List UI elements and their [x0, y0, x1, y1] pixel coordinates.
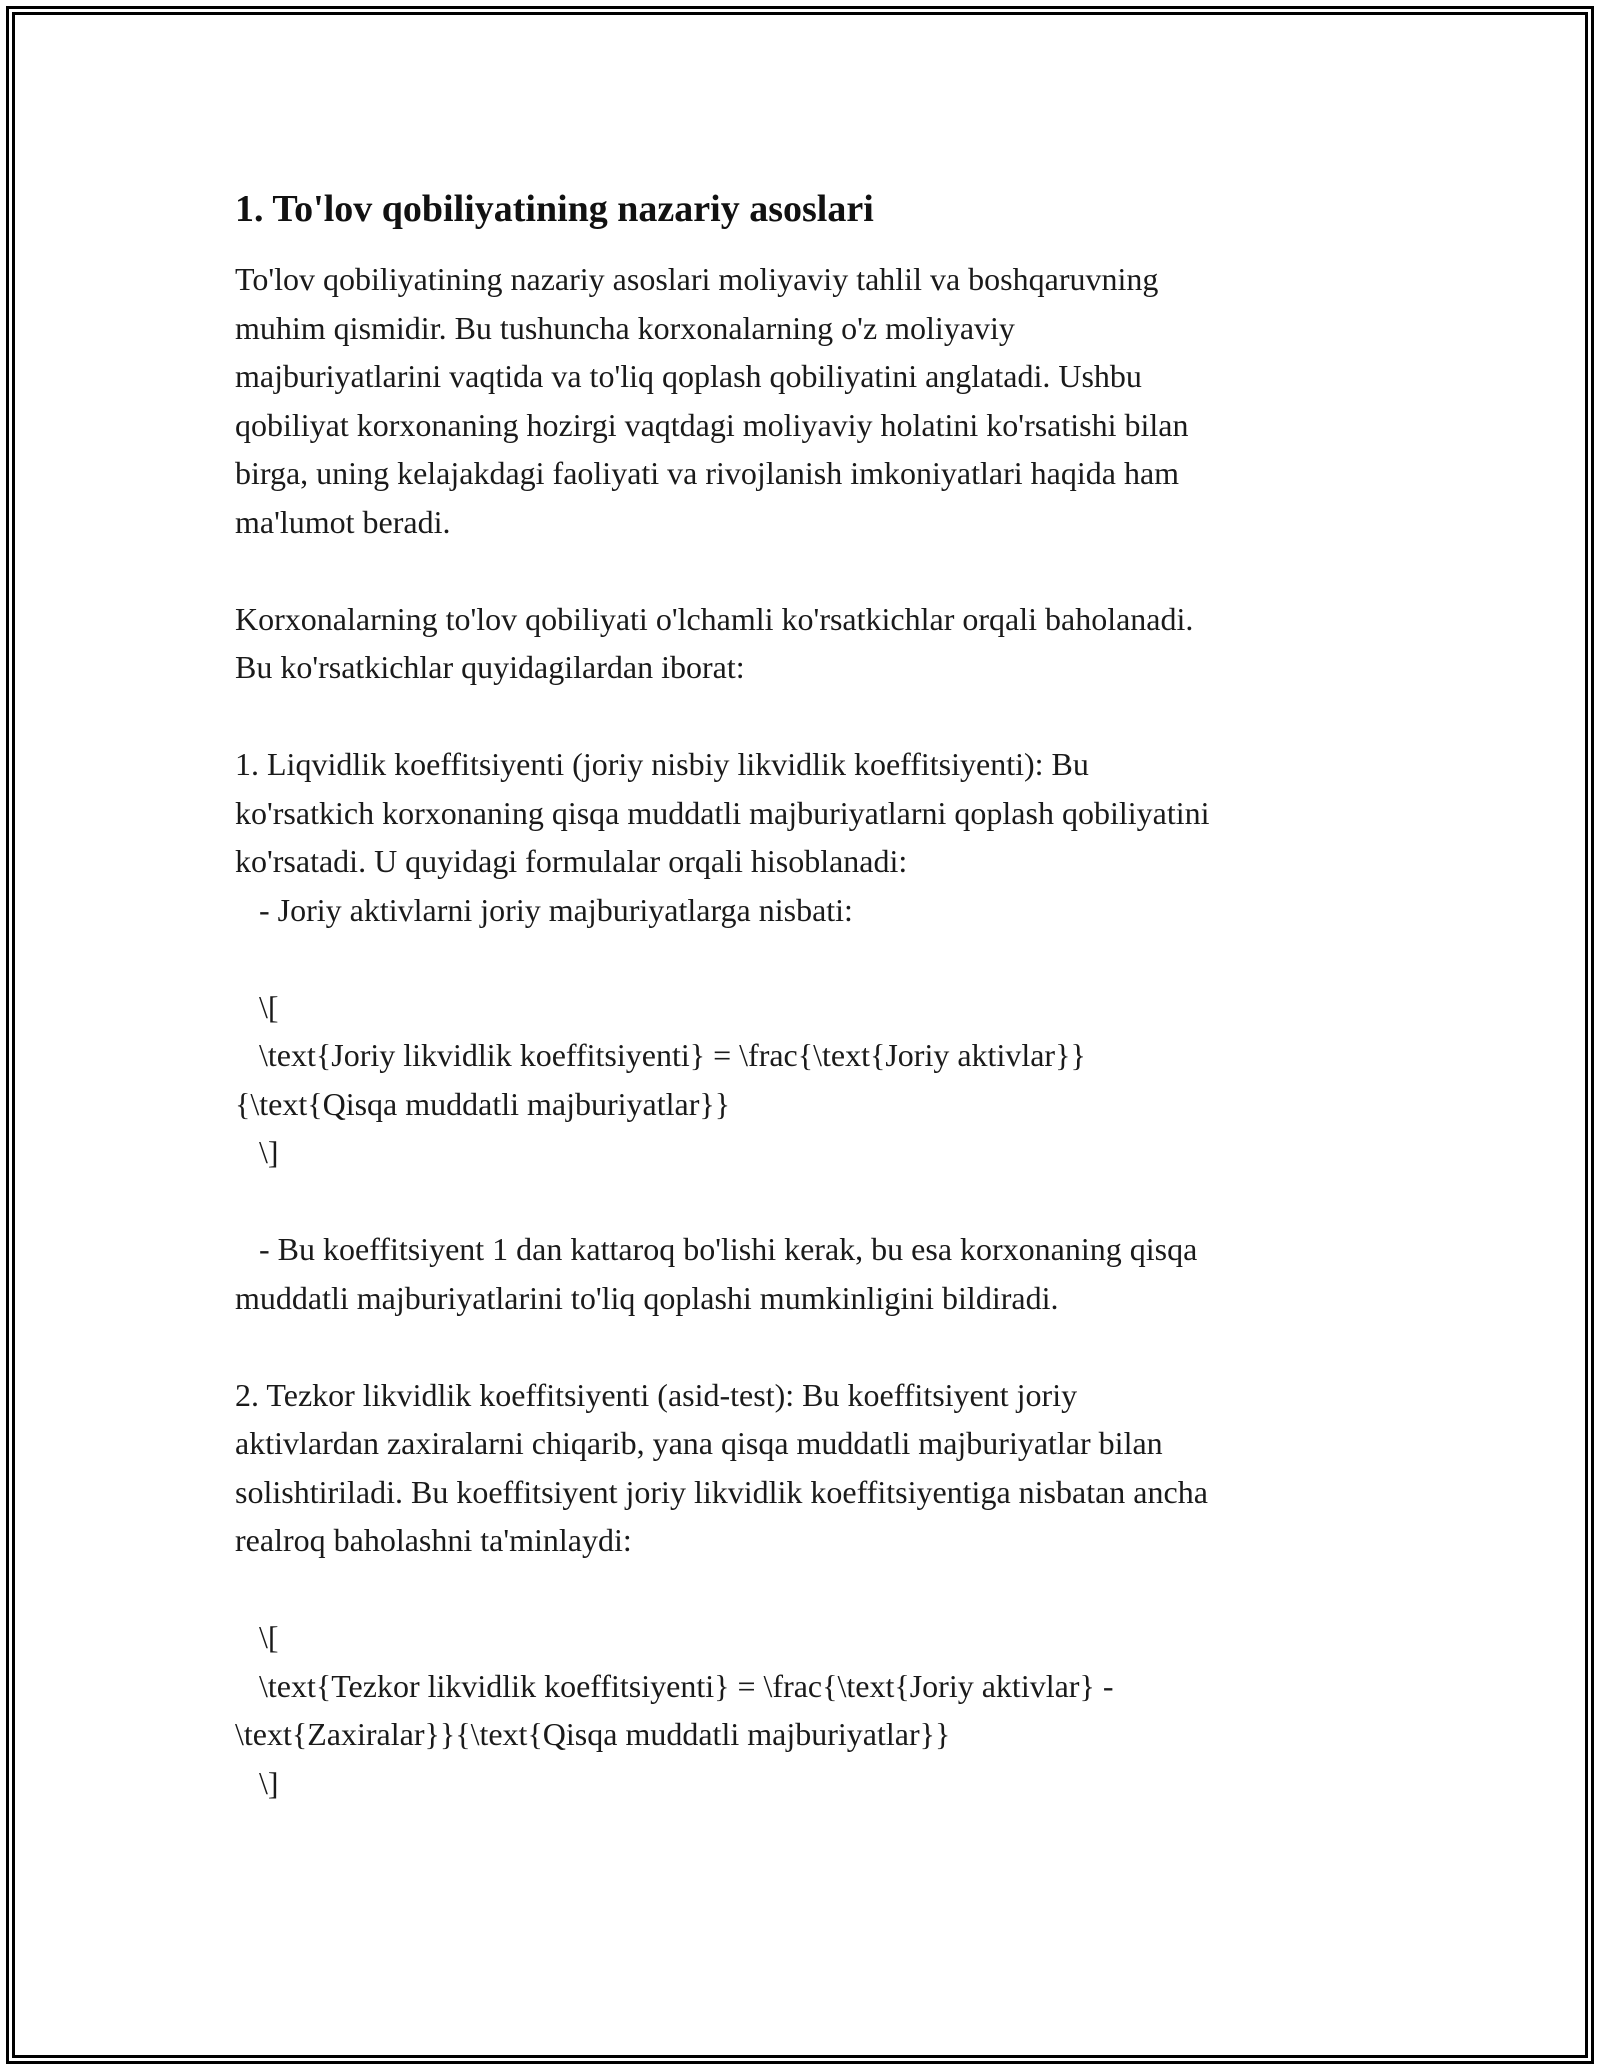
paragraph-liquidity-ratio: 1. Liqvidlik koeffitsiyenti (joriy nisbiy likvidlik koeffitsiyenti): Bu ko'rsatkich korxonaning qisqa muddatli majburiyatlarni qoplash qobiliyatini ko'rsatadi. U quyidagi formulalar orqali hisoblanadi: - Joriy aktivlarni joriy majburiyatlarga nisbati: [235, 746, 1210, 928]
paragraph-intro: To'lov qobiliyatining nazariy asoslari moliyaviy tahlil va boshqaruvning muhim qismidir. Bu tushuncha korxonalarning o'z moliyaviy majburiyatlarini vaqtida va to'liq qoplash qobiliyatini anglatadi. Ushbu qobiliyat korxonaning hozirgi vaqtdagi moliyaviy holatini ko'rsatishi bilan birga, uning kelajakdagi faoliyati va rivojlanish imkoniyatlari haqida ham ma'lumot beradi. [235, 261, 1189, 540]
paragraph-gap [235, 1565, 1370, 1614]
document-page [235, 185, 1370, 1807]
paragraph-gap [235, 692, 1370, 741]
section-heading: 1. To'lov qobiliyatining nazariy asoslari [235, 188, 874, 230]
paragraph-gap [235, 1322, 1370, 1371]
paragraph-gap [235, 934, 1370, 983]
paragraph-gap [235, 1177, 1370, 1226]
paragraph-gap [235, 546, 1370, 595]
paragraph-indicators: Korxonalarning to'lov qobiliyati o'lchamli ko'rsatkichlar orqali baholanadi. Bu ko'rsatkichlar quyidagilardan iborat: [235, 600, 1194, 685]
paragraph-quick-ratio: 2. Tezkor likvidlik koeffitsiyenti (asid-test): Bu koeffitsiyent joriy aktivlardan zaxiralarni chiqarib, yana qisqa muddatli majburiyatlar bilan solishtiriladi. Bu koeffitsiyent joriy likvidlik koeffitsiyentiga nisbatan ancha realroq baholashni ta'minlaydi: [235, 1376, 1208, 1558]
formula-current-ratio: \[ \text{Joriy likvidlik koeffitsiyenti} = \frac{\text{Joriy aktivlar}} {\text{Qisqa muddatli majburiyatlar}} \] [235, 988, 1086, 1170]
paragraph-ratio-note: - Bu koeffitsiyent 1 dan kattaroq bo'lishi kerak, bu esa korxonaning qisqa muddatli majburiyatlarini to'liq qoplashi mumkinligini bildiradi. [235, 1231, 1198, 1316]
formula-quick-ratio: \[ \text{Tezkor likvidlik koeffitsiyenti} = \frac{\text{Joriy aktivlar} - \text{Zaxiralar}}{\text{Qisqa muddatli majburiyatlar}} \] [235, 1619, 1114, 1801]
